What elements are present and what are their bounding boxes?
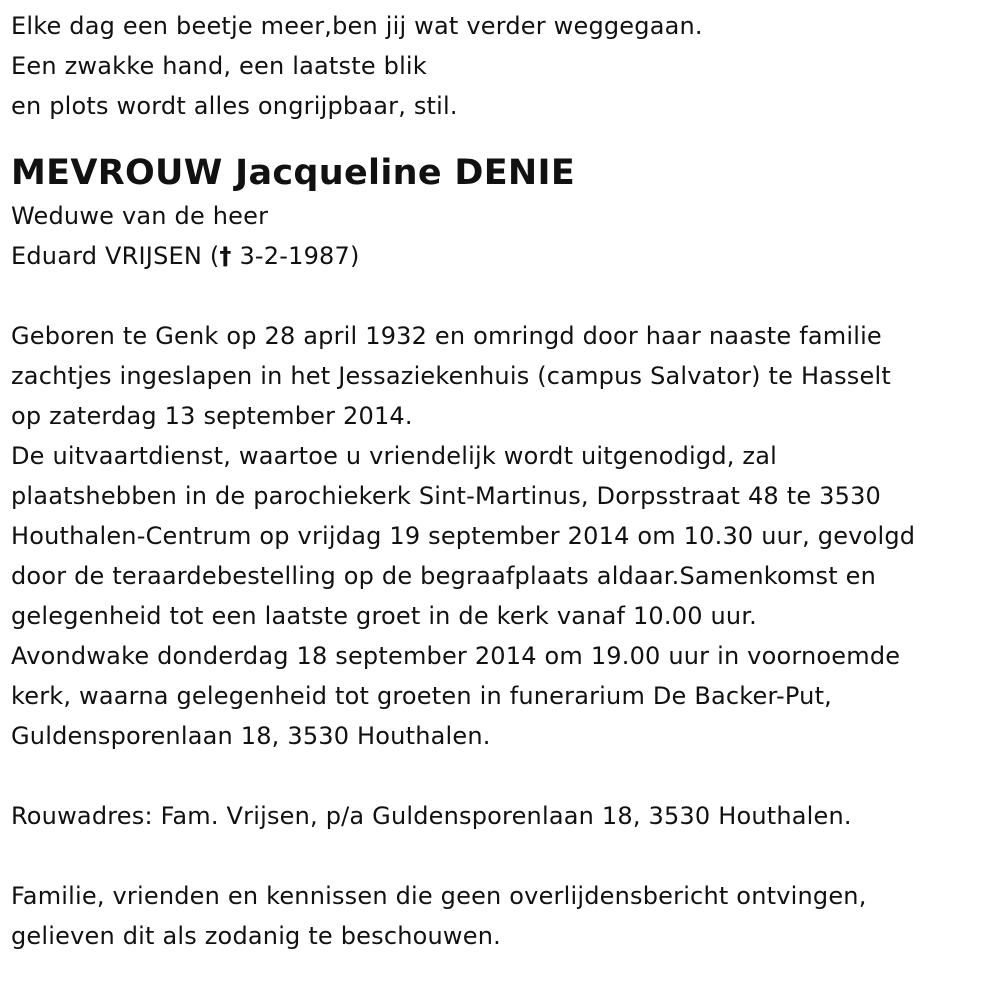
spouse-name: Eduard VRIJSEN ( — [11, 242, 220, 270]
closing-line: gelieven dit als zodanig te beschouwen. — [11, 922, 501, 950]
announcement-line: gelegenheid tot een laatste groet in de kerk vanaf 10.00 uur. — [11, 602, 758, 630]
widow-line: Weduwe van de heer — [11, 202, 269, 230]
announcement-line: op zaterdag 13 september 2014. — [11, 402, 413, 430]
announcement-line: Houthalen-Centrum op vrijdag 19 september 2014 om 10.30 uur, gevolgd — [11, 522, 916, 550]
announcement-line: De uitvaartdienst, waartoe u vriendelijk wordt uitgenodigd, zal — [11, 442, 778, 470]
deceased-name: MEVROUW Jacqueline DENIE — [11, 153, 576, 193]
announcement — [11, 316, 991, 756]
mourning-address: Rouwadres: Fam. Vrijsen, p/a Guldensporenlaan 18, 3530 Houthalen. — [11, 802, 852, 830]
deceased-block — [11, 150, 991, 276]
announcement-line: door de teraardebestelling op de begraafplaats aldaar.Samenkomst en — [11, 562, 877, 590]
announcement-line: zachtjes ingeslapen in het Jessaziekenhuis (campus Salvator) te Hasselt — [11, 362, 891, 390]
cross-icon: † — [219, 242, 232, 270]
announcement-line: kerk, waarna gelegenheid tot groeten in funerarium De Backer-Put, — [11, 682, 833, 710]
poem — [11, 6, 991, 126]
closing — [11, 876, 991, 956]
closing-line: Familie, vrienden en kennissen die geen overlijdensbericht ontvingen, — [11, 882, 867, 910]
spouse-death-date: 3-2-1987) — [231, 242, 360, 270]
poem-line: Elke dag een beetje meer,ben jij wat verder weggegaan. — [11, 12, 703, 40]
poem-line: Een zwakke hand, een laatste blik — [11, 52, 427, 80]
announcement-line: Guldensporenlaan 18, 3530 Houthalen. — [11, 722, 491, 750]
announcement-line: Geboren te Genk op 28 april 1932 en omringd door haar naaste familie — [11, 322, 882, 350]
death-notice — [11, 6, 991, 956]
spouse-line — [11, 236, 991, 276]
announcement-line: Avondwake donderdag 18 september 2014 om 19.00 uur in voornoemde — [11, 642, 901, 670]
poem-line: en plots wordt alles ongrijpbaar, stil. — [11, 92, 458, 120]
announcement-line: plaatshebben in de parochiekerk Sint-Martinus, Dorpsstraat 48 te 3530 — [11, 482, 882, 510]
